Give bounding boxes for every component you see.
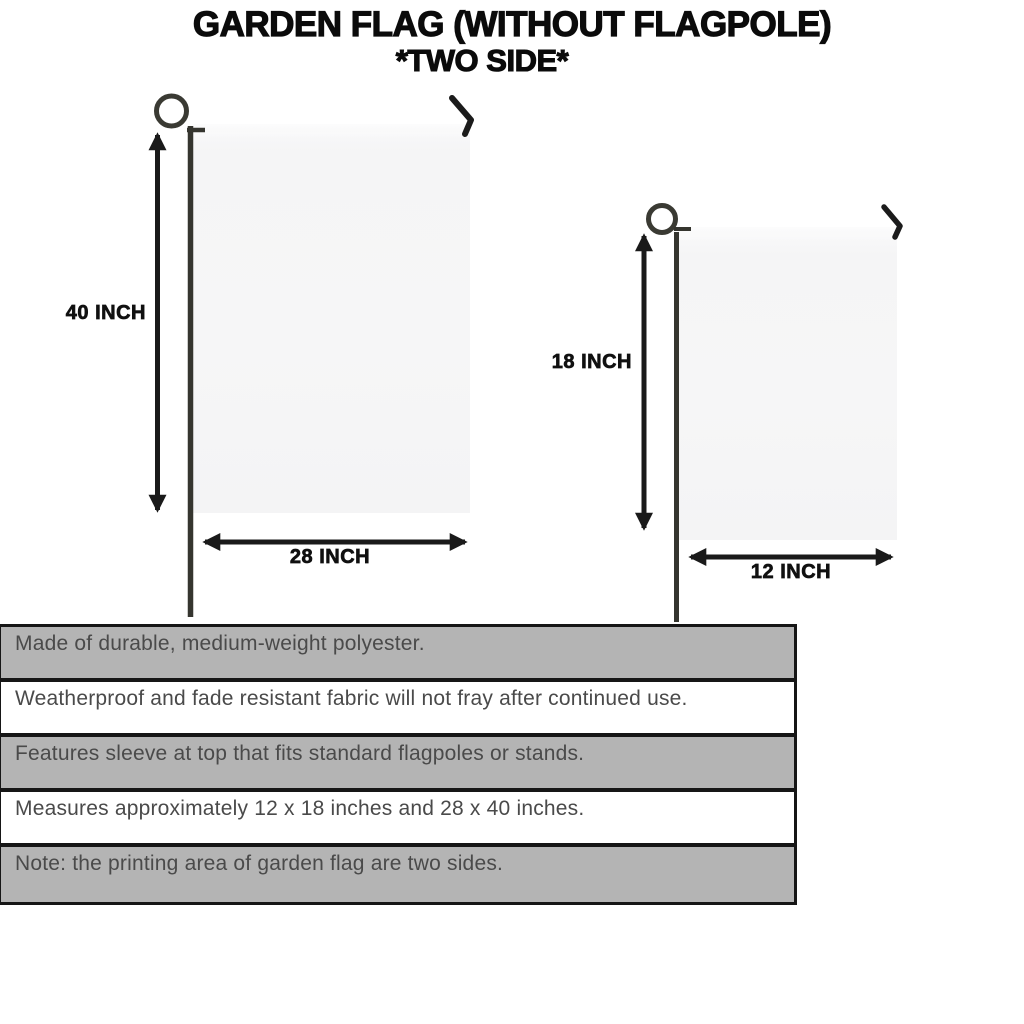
large-flag-hook-icon	[452, 98, 471, 134]
feature-row-sleeve: Features sleeve at top that fits standard flagpoles or stands.	[1, 737, 794, 792]
feature-row-weatherproof: Weatherproof and fade resistant fabric will not fray after continued use.	[1, 682, 794, 737]
large-height-label: 40 INCH	[65, 302, 146, 324]
page-title	[0, 6, 1024, 78]
title-line-2: *TWO SIDE*	[395, 43, 569, 78]
large-width-label: 28 INCH	[289, 546, 371, 568]
feature-row-measurements: Measures approximately 12 x 18 inches and 28 x 40 inches.	[1, 792, 794, 847]
feature-row-material: Made of durable, medium-weight polyester.	[1, 627, 794, 682]
feature-row-note: Note: the printing area of garden flag are two sides.	[1, 847, 794, 902]
small-height-label: 18 INCH	[551, 351, 632, 373]
large-flagpole-loop-icon	[157, 96, 187, 126]
small-flag-hook-icon	[884, 207, 900, 237]
small-width-label: 12 INCH	[750, 561, 832, 583]
title-line-1: GARDEN FLAG (WITHOUT FLAGPOLE)	[192, 5, 832, 44]
feature-table	[0, 624, 797, 905]
small-flagpole-loop-icon	[649, 206, 676, 233]
